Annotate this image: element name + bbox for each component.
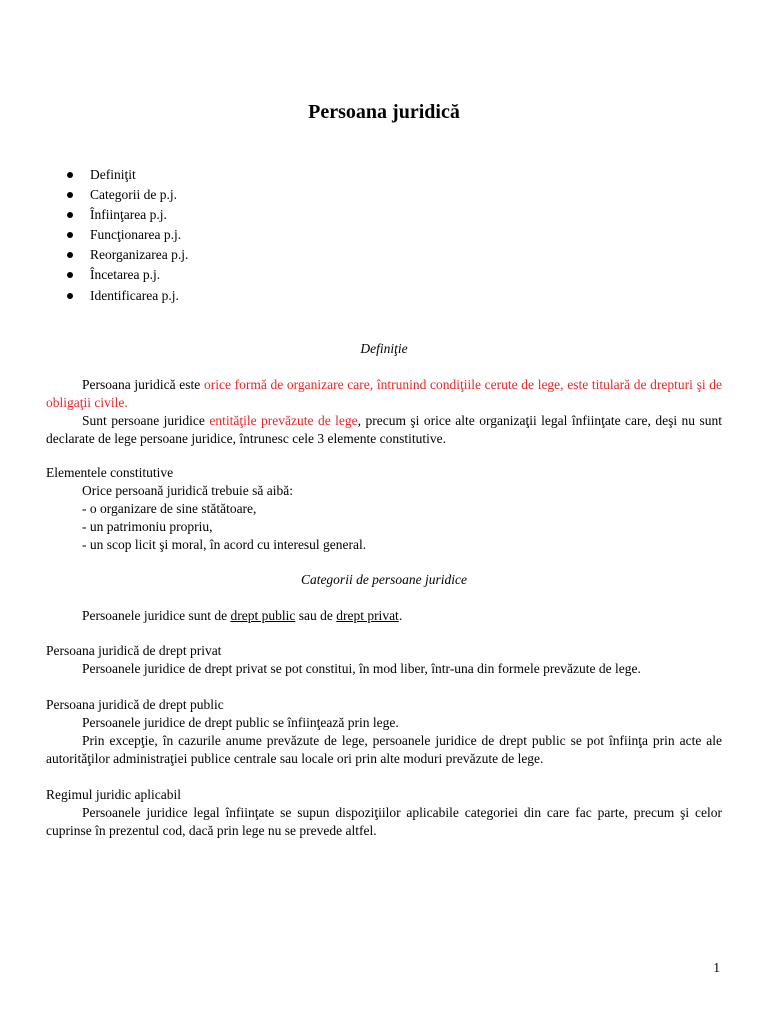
list-item: Funcţionarea p.j. xyxy=(66,225,188,245)
contents-list xyxy=(66,165,188,306)
definition-heading: Definiţie xyxy=(360,341,408,356)
section-heading: Regimul juridic aplicabil xyxy=(46,787,181,802)
section-paragraph: Persoanele juridice de drept public se înfiinţează prin lege. xyxy=(82,715,399,730)
highlighted-text: orice formă de organizare care, întrunind condiţiile cerute de lege, este titulară de drepturi şi de obligaţii civile. xyxy=(46,377,723,410)
drept-public-link[interactable]: drept public xyxy=(230,608,296,623)
elements-section xyxy=(46,464,722,554)
text: Sunt persoane juridice xyxy=(82,413,210,428)
text: . xyxy=(398,608,403,623)
private-section xyxy=(46,642,722,678)
highlighted-text: entităţile prevăzute de lege xyxy=(209,413,358,428)
definition-paragraph xyxy=(46,412,722,448)
list-item: Încetarea p.j. xyxy=(66,265,188,285)
list-item: Identificarea p.j. xyxy=(66,286,188,306)
section-heading: Persoana juridică de drept public xyxy=(46,697,224,712)
list-item: Reorganizarea p.j. xyxy=(66,245,188,265)
element-item: - o organizare de sine stătătoare, xyxy=(82,501,257,516)
text: , precum şi orice alte organizaţii legal înfiinţate care, deşi nu sunt declarate de lege persoane juridice, întrunesc cele 3 elemente constitutive. xyxy=(46,413,723,446)
regime-section xyxy=(46,786,722,840)
section-heading: Elementele constitutive xyxy=(46,465,174,480)
elements-intro: Orice persoană juridică trebuie să aibă: xyxy=(82,483,294,498)
categories-paragraph xyxy=(46,607,722,625)
element-item: - un scop licit şi moral, în acord cu interesul general. xyxy=(82,537,367,552)
section-paragraph: Persoanele juridice legal înfiinţate se supun dispoziţiilor aplicabile categoriei din care fac parte, precum şi celor cuprinse în prezentul cod, dacă prin lege nu se prevede altfel. xyxy=(46,805,722,838)
public-section xyxy=(46,696,722,768)
list-item: Înfiinţarea p.j. xyxy=(66,205,188,225)
section-heading: Persoana juridică de drept privat xyxy=(46,643,222,658)
text: sau de xyxy=(295,608,337,623)
element-item: - un patrimoniu propriu, xyxy=(82,519,213,534)
page-number: 1 xyxy=(713,960,720,975)
page-title: Persoana juridică xyxy=(308,101,460,123)
section-paragraph: Persoanele juridice de drept privat se pot constitui, în mod liber, într-una din formele prevăzute de lege. xyxy=(82,661,641,676)
drept-privat-link[interactable]: drept privat xyxy=(336,608,399,623)
list-item: Definiţit xyxy=(66,165,188,185)
list-item: Categorii de p.j. xyxy=(66,185,188,205)
definition-paragraph xyxy=(46,376,722,412)
section-paragraph: Prin excepţie, în cazurile anume prevăzute de lege, persoanele juridice de drept public se pot înfiinţa prin acte ale autorităţilor administraţiei publice centrale sau locale ori prin alte moduri prevăzute de lege. xyxy=(46,733,722,766)
text: Persoana juridică este xyxy=(82,377,204,392)
definition-section xyxy=(46,376,722,448)
text: Persoanele juridice sunt de xyxy=(82,608,231,623)
categories-heading: Categorii de persoane juridice xyxy=(300,572,468,587)
